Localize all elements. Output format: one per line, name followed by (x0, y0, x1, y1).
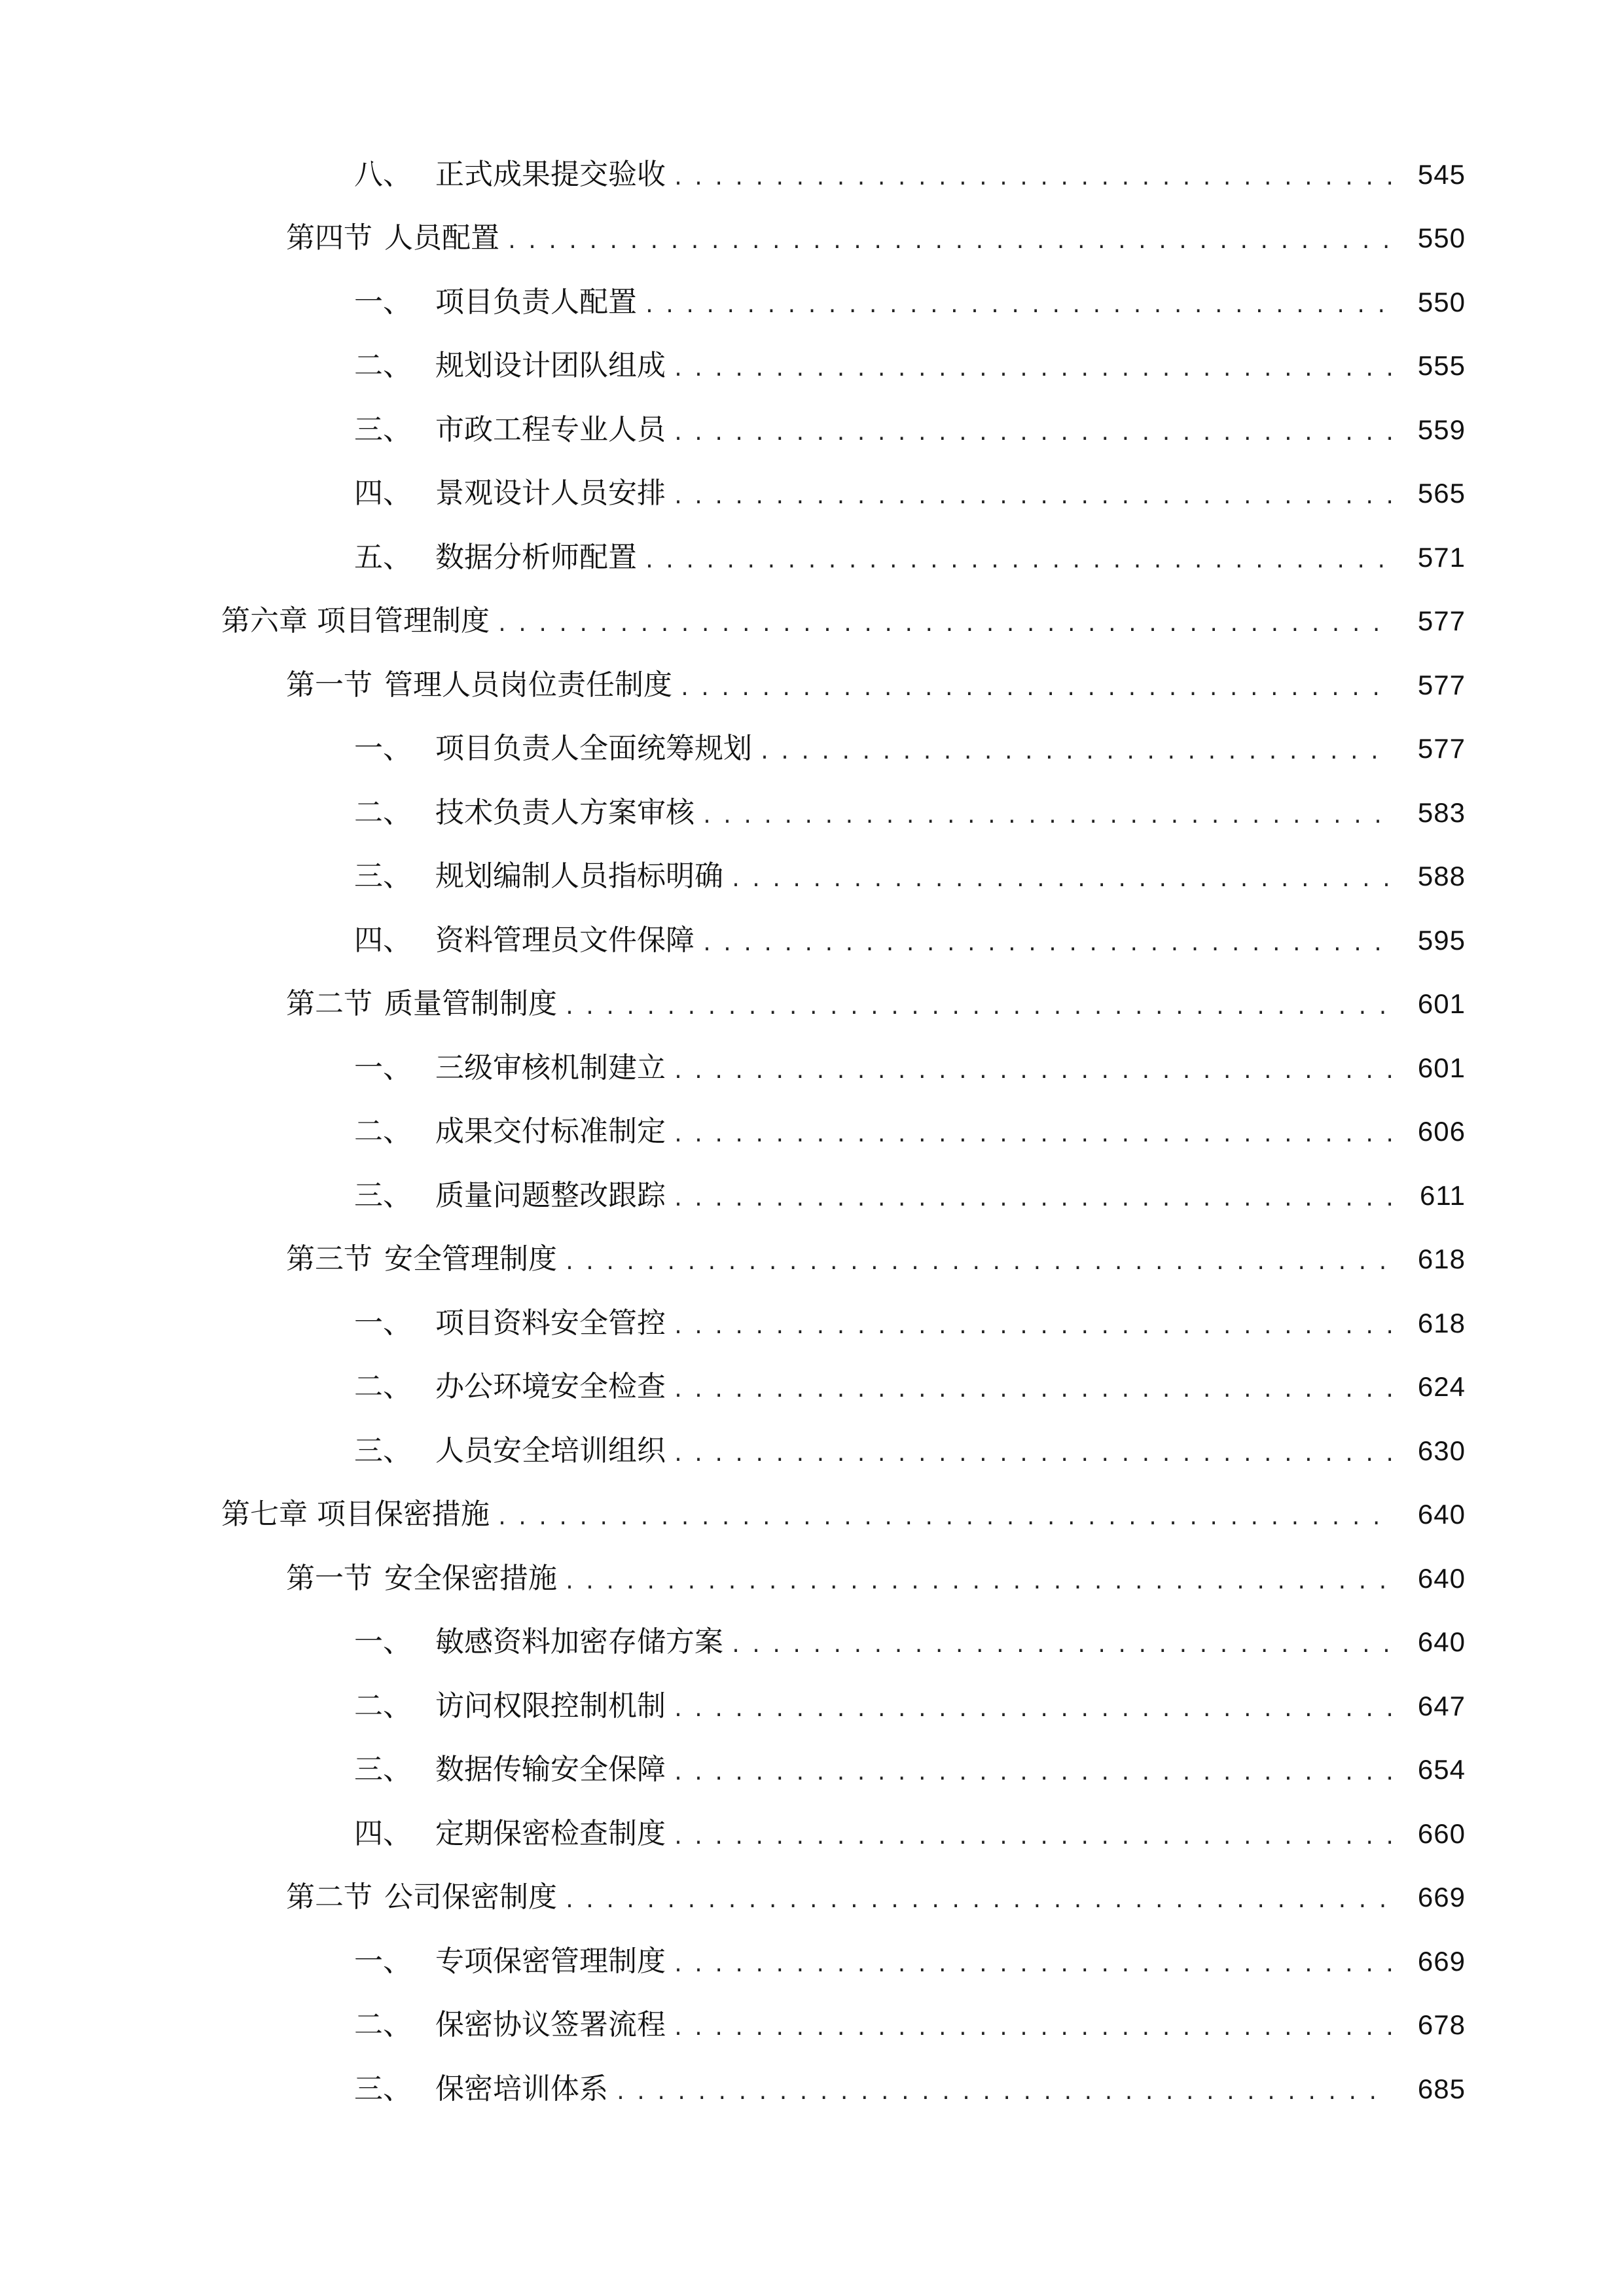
toc-entry-page-number: 565 (1417, 478, 1466, 509)
toc-entry[interactable] (0, 1674, 1624, 1738)
toc-entry-title: 项目管理制度 (317, 604, 490, 638)
toc-entry-number: 三、 (354, 1753, 412, 1787)
toc-dot-leader (564, 1573, 1391, 1592)
toc-entry-title: 技术负责人方案审核 (435, 795, 695, 829)
toc-entry-title: 敏感资料加密存储方案 (435, 1625, 723, 1659)
toc-entry[interactable] (0, 781, 1624, 845)
toc-entry[interactable] (0, 1738, 1624, 1803)
toc-entry-title: 访问权限控制机制 (435, 1689, 666, 1723)
toc-entry-number: 四、 (354, 1816, 412, 1850)
toc-entry-page-number: 640 (1417, 1626, 1466, 1658)
toc-entry-number: 第三节 (286, 1242, 372, 1276)
toc-entry-page-number: 595 (1417, 924, 1466, 956)
toc-dot-leader (496, 1509, 1391, 1528)
toc-entry-page-number: 583 (1417, 797, 1466, 828)
toc-entry-page-number: 559 (1417, 414, 1466, 445)
toc-entry-page-number: 678 (1417, 2009, 1466, 2041)
toc-entry[interactable] (0, 270, 1624, 334)
toc-entry-page-number: 545 (1417, 158, 1466, 190)
toc-dot-leader (672, 1318, 1391, 1337)
table-of-contents (0, 143, 1624, 2121)
toc-entry-number: 二、 (354, 1370, 412, 1404)
toc-entry[interactable] (0, 398, 1624, 462)
toc-entry-page-number: 577 (1417, 605, 1466, 637)
toc-entry-page-number: 630 (1417, 1435, 1466, 1466)
toc-entry[interactable] (0, 1866, 1624, 1930)
toc-entry-page-number: 640 (1417, 1562, 1466, 1594)
toc-entry-number: 二、 (354, 1689, 412, 1723)
toc-dot-leader (672, 488, 1391, 507)
toc-entry-title: 安全保密措施 (384, 1561, 557, 1595)
toc-dot-leader (496, 615, 1391, 635)
toc-entry[interactable] (0, 1036, 1624, 1100)
toc-dot-leader (672, 424, 1391, 444)
toc-entry-number: 第二节 (286, 1880, 372, 1914)
toc-entry-page-number: 550 (1417, 286, 1466, 317)
toc-entry-title: 安全管理制度 (384, 1242, 557, 1276)
toc-entry[interactable] (0, 717, 1624, 781)
toc-entry-page-number: 618 (1417, 1307, 1466, 1338)
toc-entry-page-number: 647 (1417, 1690, 1466, 1721)
toc-entry-number: 四、 (354, 476, 412, 511)
toc-entry-number: 二、 (354, 795, 412, 829)
toc-entry-page-number: 606 (1417, 1116, 1466, 1147)
toc-entry-number: 四、 (354, 923, 412, 957)
toc-dot-leader (672, 1062, 1391, 1082)
toc-dot-leader (564, 998, 1391, 1018)
toc-entry-page-number: 618 (1417, 1244, 1466, 1275)
toc-entry-page-number: 660 (1417, 1818, 1466, 1849)
toc-entry-title: 人员配置 (384, 221, 499, 255)
toc-entry-title: 景观设计人员安排 (435, 476, 666, 511)
toc-entry-title: 市政工程专业人员 (435, 412, 666, 446)
toc-entry[interactable] (0, 845, 1624, 909)
toc-entry[interactable] (0, 908, 1624, 973)
toc-entry-title: 成果交付标准制定 (435, 1115, 666, 1149)
toc-dot-leader (672, 1956, 1391, 1975)
toc-entry-number: 三、 (354, 1178, 412, 1212)
toc-dot-leader (564, 1892, 1391, 1911)
toc-entry-title: 保密培训体系 (435, 2072, 608, 2106)
toc-entry-page-number: 550 (1417, 223, 1466, 254)
toc-entry-title: 质量问题整改跟踪 (435, 1178, 666, 1212)
toc-entry-title: 办公环境安全检查 (435, 1370, 666, 1404)
toc-entry-number: 第二节 (286, 987, 372, 1021)
toc-entry-page-number: 669 (1417, 1882, 1466, 1913)
toc-dot-leader (701, 935, 1391, 954)
toc-entry-title: 资料管理员文件保障 (435, 923, 695, 957)
toc-entry-title: 人员安全培训组织 (435, 1433, 666, 1467)
toc-entry-page-number: 577 (1417, 669, 1466, 700)
toc-entry[interactable] (0, 1419, 1624, 1483)
toc-entry-number: 三、 (354, 859, 412, 893)
toc-entry[interactable] (0, 143, 1624, 207)
toc-entry-title: 管理人员岗位责任制度 (384, 668, 672, 702)
toc-entry[interactable] (0, 1164, 1624, 1228)
toc-entry-page-number: 601 (1417, 988, 1466, 1020)
toc-dot-leader (701, 807, 1391, 827)
toc-entry-number: 八、 (354, 157, 412, 191)
toc-entry-page-number: 640 (1417, 1499, 1466, 1530)
toc-entry-page-number: 601 (1417, 1052, 1466, 1083)
toc-entry[interactable] (0, 1547, 1624, 1611)
toc-entry-number: 第七章 (221, 1498, 308, 1532)
toc-entry-number: 一、 (354, 1306, 412, 1340)
toc-dot-leader (672, 1381, 1391, 1401)
toc-entry-page-number: 588 (1417, 861, 1466, 892)
toc-entry-title: 项目资料安全管控 (435, 1306, 666, 1340)
toc-entry-title: 项目负责人全面统筹规划 (435, 732, 752, 766)
toc-entry-title: 项目负责人配置 (435, 285, 637, 319)
toc-entry-title: 保密协议签署流程 (435, 2008, 666, 2042)
toc-dot-leader (672, 1828, 1391, 1848)
toc-entry-number: 一、 (354, 1944, 412, 1978)
toc-entry[interactable] (0, 1483, 1624, 1547)
toc-entry-number: 一、 (354, 1625, 412, 1659)
toc-entry[interactable] (0, 973, 1624, 1037)
toc-entry-page-number: 555 (1417, 350, 1466, 382)
toc-entry-title: 规划设计团队组成 (435, 349, 666, 383)
toc-entry-number: 二、 (354, 349, 412, 383)
toc-dot-leader (730, 1636, 1391, 1656)
toc-entry-page-number: 685 (1417, 2073, 1466, 2104)
toc-entry-number: 第四节 (286, 221, 372, 255)
toc-entry-title: 定期保密检查制度 (435, 1816, 666, 1850)
toc-entry[interactable] (0, 1291, 1624, 1355)
toc-entry-title: 公司保密制度 (384, 1880, 557, 1914)
toc-entry[interactable] (0, 1355, 1624, 1420)
toc-dot-leader (643, 552, 1391, 571)
toc-dot-leader (672, 1700, 1391, 1720)
toc-entry[interactable] (0, 2057, 1624, 2121)
toc-dot-leader (564, 1253, 1391, 1273)
toc-entry-number: 第一节 (286, 1561, 372, 1595)
toc-dot-leader (672, 1764, 1391, 1784)
toc-entry-page-number: 611 (1420, 1179, 1466, 1211)
toc-dot-leader (506, 232, 1391, 252)
toc-entry[interactable] (0, 526, 1624, 590)
toc-entry-page-number: 577 (1417, 733, 1466, 764)
toc-entry-page-number: 654 (1417, 1754, 1466, 1785)
toc-entry[interactable] (0, 462, 1624, 526)
toc-dot-leader (672, 1126, 1391, 1145)
toc-entry[interactable] (0, 1228, 1624, 1292)
toc-entry-title: 数据分析师配置 (435, 540, 637, 574)
toc-entry[interactable] (0, 590, 1624, 654)
toc-dot-leader (672, 1190, 1391, 1210)
toc-dot-leader (759, 743, 1391, 762)
toc-entry-page-number: 571 (1417, 541, 1466, 573)
toc-dot-leader (643, 296, 1391, 316)
toc-entry-number: 一、 (354, 1050, 412, 1085)
toc-entry[interactable] (0, 1611, 1624, 1675)
toc-entry-number: 一、 (354, 732, 412, 766)
toc-dot-leader (730, 870, 1391, 890)
toc-entry-number: 三、 (354, 1433, 412, 1467)
toc-entry-title: 三级审核机制建立 (435, 1050, 666, 1085)
toc-entry-title: 质量管制制度 (384, 987, 557, 1021)
toc-entry-number: 五、 (354, 540, 412, 574)
toc-entry-number: 第一节 (286, 668, 372, 702)
toc-entry-title: 规划编制人员指标明确 (435, 859, 723, 893)
toc-entry-title: 正式成果提交验收 (435, 157, 666, 191)
toc-entry-number: 二、 (354, 1115, 412, 1149)
toc-entry-number: 一、 (354, 285, 412, 319)
toc-dot-leader (615, 2083, 1391, 2103)
toc-entry-number: 第六章 (221, 604, 308, 638)
toc-entry-title: 数据传输安全保障 (435, 1753, 666, 1787)
toc-entry[interactable] (0, 653, 1624, 717)
toc-entry[interactable] (0, 1929, 1624, 1994)
toc-entry[interactable] (0, 1994, 1624, 2058)
toc-entry-page-number: 669 (1417, 1945, 1466, 1977)
toc-entry-number: 二、 (354, 2008, 412, 2042)
toc-entry-title: 项目保密措施 (317, 1498, 490, 1532)
toc-dot-leader (679, 679, 1391, 699)
toc-entry-title: 专项保密管理制度 (435, 1944, 666, 1978)
toc-entry[interactable] (0, 207, 1624, 271)
toc-entry[interactable] (0, 1100, 1624, 1164)
toc-entry-number: 三、 (354, 2072, 412, 2106)
toc-entry-number: 三、 (354, 412, 412, 446)
toc-entry[interactable] (0, 1802, 1624, 1866)
toc-entry-page-number: 624 (1417, 1371, 1466, 1403)
toc-entry[interactable] (0, 334, 1624, 399)
toc-dot-leader (672, 2019, 1391, 2039)
toc-dot-leader (672, 1445, 1391, 1465)
toc-dot-leader (672, 360, 1391, 380)
toc-dot-leader (672, 169, 1391, 188)
